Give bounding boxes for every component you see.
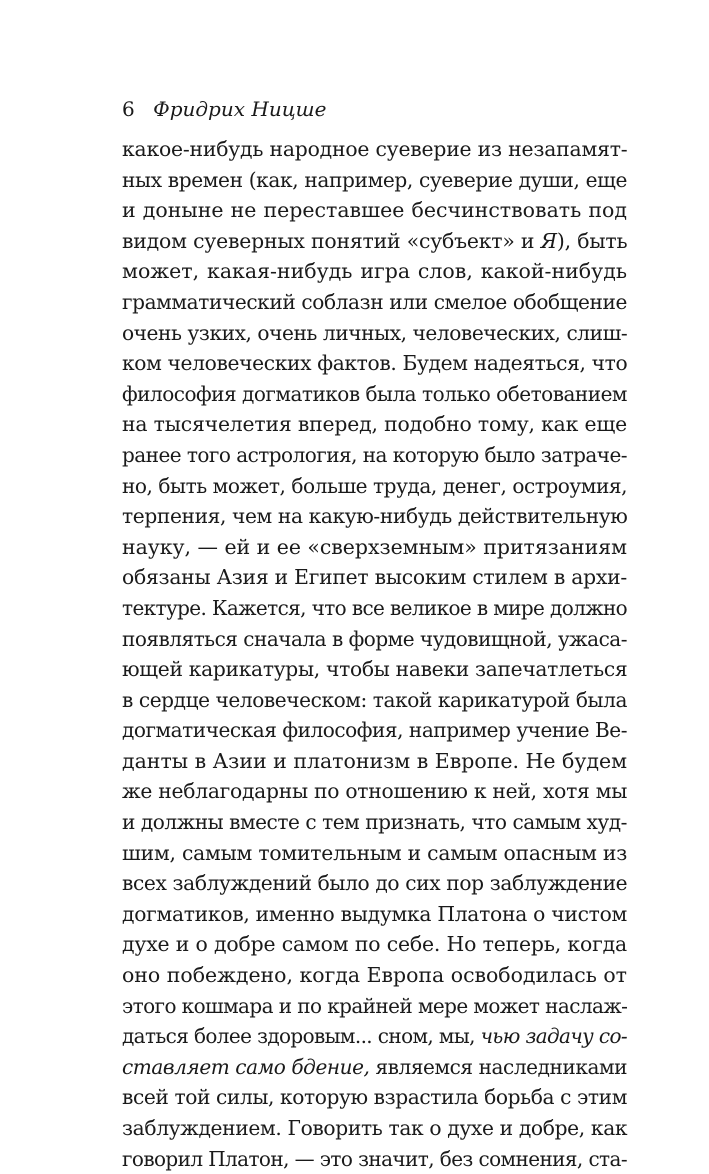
running-header (122, 96, 326, 122)
text-line: духе и о добре самом по себе. Но теперь, когда (122, 932, 628, 957)
italic-segment: чью задачу со- (480, 1024, 628, 1049)
text-line: может, какая-нибудь игра слов, какой-нибудь (122, 259, 627, 284)
text-line: догматиков, именно выдумка Платона о чистом (122, 901, 628, 926)
text-line: же неблагодарны по отношению к ней, хотя мы (122, 779, 628, 804)
text-line: в сердце человеческом: такой карикатурой была (122, 687, 628, 712)
text-line: и доныне не переставшее бесчинствовать под (122, 198, 627, 223)
italic-segment: ставляет само бдение, (122, 1054, 370, 1079)
text-line: появляться сначала в форме чудовищной, ужаса- (122, 626, 628, 651)
text-line: шим, самым томительным и самым опасным из (122, 840, 628, 865)
text-line: ком человеческих фактов. Будем надеяться, что (122, 351, 628, 376)
italic-segment: Я (540, 228, 557, 253)
text-line: всей той силы, которую взрастила борьба с этим (122, 1085, 628, 1110)
text-segment: видом суеверных понятий «субъект» и (122, 228, 541, 253)
text-line: какое-нибудь народное суеверие из незапамят- (122, 137, 628, 161)
main-text (122, 134, 627, 1174)
text-line-mixed (122, 226, 627, 257)
text-line: догматическая философия, например учение Ве- (122, 718, 628, 743)
text-segment: даться более здоровым... сном, мы, (122, 1024, 481, 1049)
text-line: заблуждением. Говорить так о духе и добре, как (122, 1116, 628, 1140)
running-head-author: Фридрих Ницше (153, 97, 327, 121)
text-line: грамматический соблазн или смелое обобщение (122, 289, 628, 314)
text-line: терпения, чем на какую-нибудь действительную (122, 504, 628, 529)
text-line: и должны вместе с тем признать, что самым худ- (122, 810, 628, 835)
text-line: очень узких, очень личных, человеческих, слиш- (122, 320, 628, 345)
text-line: философия догматиков была только обетованием (122, 381, 628, 406)
text-segment: являемся наследниками (369, 1054, 628, 1079)
page-number: 6 (122, 97, 135, 121)
text-segment: ), быть (556, 228, 628, 253)
text-line: на тысячелетия вперед, подобно тому, как еще (122, 412, 627, 437)
text-line: тектуре. Кажется, что все великое в мире должно (122, 595, 628, 620)
text-line-mixed (122, 1021, 627, 1052)
text-line: оно побеждено, когда Европа освободилась от (122, 963, 627, 988)
text-line: но, быть может, больше труда, денег, остроумия, (122, 473, 628, 498)
text-line-mixed (122, 1052, 627, 1083)
text-line: науку, — ей и ее «сверхземным» притязаниям (122, 534, 627, 559)
text-line: ранее того астрология, на которую было затраче- (122, 442, 628, 467)
text-line: этого кошмара и по крайней мере может наслаж- (122, 993, 628, 1018)
text-line: ющей карикатуры, чтобы навеки запечатлеться (122, 657, 628, 682)
text-line: ных времен (как, например, суеверие души, еще (122, 167, 628, 192)
text-line: всех заблуждений было до сих пор заблуждение (122, 871, 628, 896)
text-line: говорил Платон, — это значит, без сомнения, ста- (122, 1146, 627, 1171)
text-line: обязаны Азия и Египет высоким стилем в архи- (122, 565, 628, 590)
text-line: данты в Азии и платонизм в Европе. Не будем (122, 748, 627, 773)
